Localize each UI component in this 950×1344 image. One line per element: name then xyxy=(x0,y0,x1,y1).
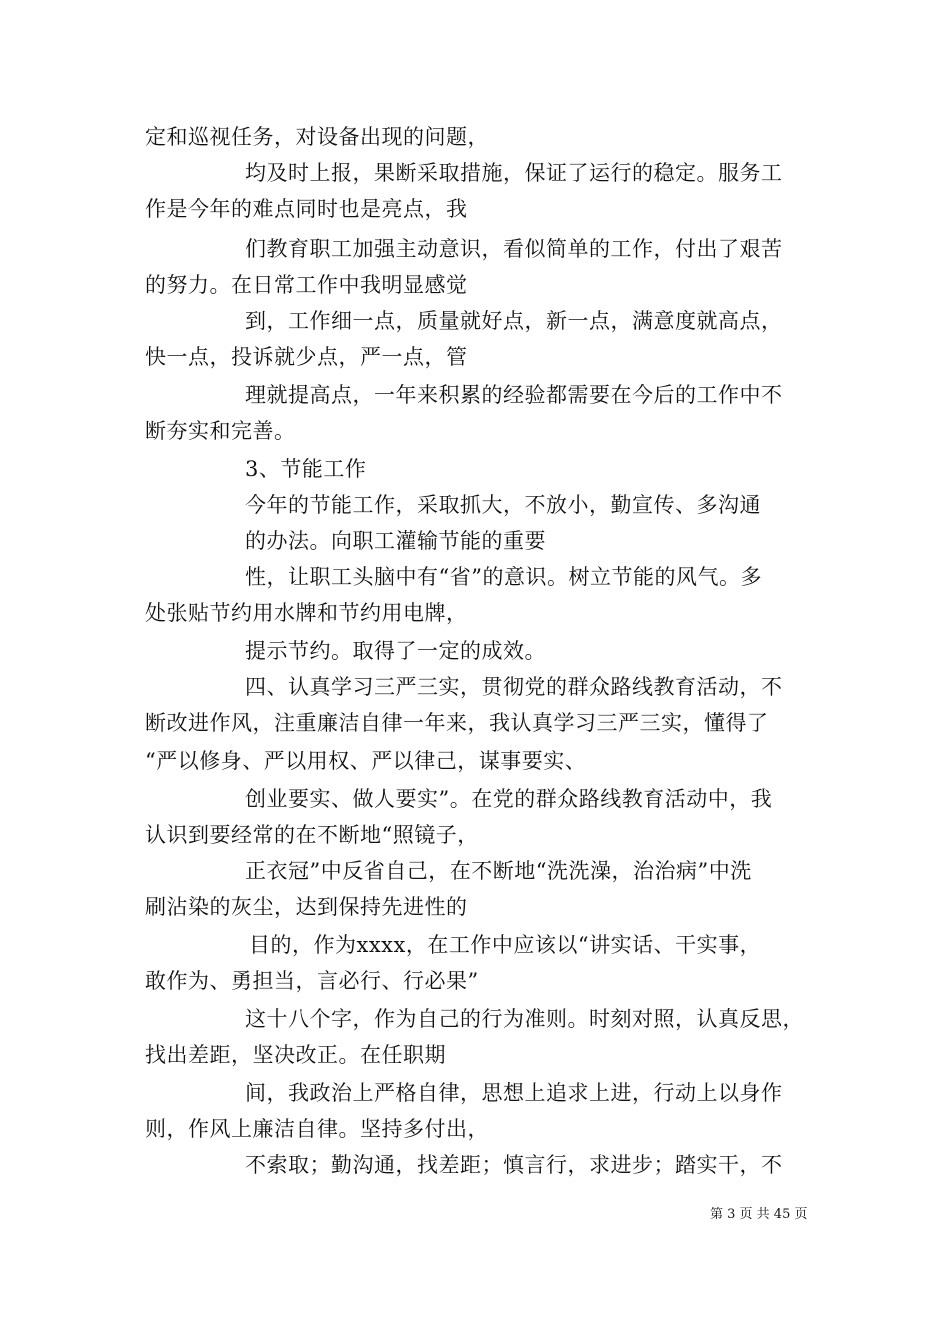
text-line: 们教育职工加强主动意识，看似简单的工作，付出了艰苦 xyxy=(245,237,783,261)
text-line: 认识到要经常的在不断地“照镜子， xyxy=(145,823,479,847)
text-line: 断夯实和完善。 xyxy=(145,419,296,443)
text-line: 快一点，投诉就少点，严一点，管 xyxy=(145,345,468,369)
text-line: 正衣冠”中反省自己，在不断地“洗洗澡，治治病”中洗 xyxy=(245,859,752,883)
text-line: 到，工作细一点，质量就好点，新一点，满意度就高点， xyxy=(245,309,783,333)
text-line: 定和巡视任务，对设备出现的问题， xyxy=(145,125,489,149)
text-line: 提示节约。取得了一定的成效。 xyxy=(245,639,546,663)
page-number: 第 3 页 共 45 页 xyxy=(710,1207,808,1222)
text-line: 敢作为、勇担当，言必行、行必果” xyxy=(145,969,479,993)
text-line: 今年的节能工作，采取抓大，不放小，勤宣传、多沟通 xyxy=(245,493,761,517)
text-line: 的办法。向职工灌输节能的重要 xyxy=(245,529,546,553)
text-line: 均及时上报，果断采取措施，保证了运行的稳定。服务工 xyxy=(245,161,783,185)
text-line: 间，我政治上严格自律，思想上追求上进，行动上以身作 xyxy=(245,1081,783,1105)
text-line: 断改进作风，注重廉洁自律一年来，我认真学习三严三实，懂得了 xyxy=(145,711,769,735)
text-line: “严以修身、严以用权、严以律己，谋事要实、 xyxy=(145,749,587,773)
text-line: 处张贴节约用水牌和节约用电牌， xyxy=(145,601,468,625)
text-line: 理就提高点，一年来积累的经验都需要在今后的工作中不 xyxy=(245,383,783,407)
text-line: 刷沾染的灰尘，达到保持先进性的 xyxy=(145,895,468,919)
text-line: 不索取；勤沟通，找差距；慎言行，求进步；踏实干，不 xyxy=(245,1153,783,1177)
text-line: 目的，作为xxxx，在工作中应该以“讲实话、干实事， xyxy=(249,933,762,957)
text-line: 创业要实、做人要实”。在党的群众路线教育活动中，我 xyxy=(245,787,773,811)
text-line: 这十八个字，作为自己的行为准则。时刻对照，认真反思， xyxy=(245,1007,804,1031)
text-line: 找出差距，坚决改正。在任职期 xyxy=(145,1043,446,1067)
section-heading: 3、节能工作 xyxy=(245,457,367,481)
text-line: 性，让职工头脑中有“省”的意识。树立节能的风气。多 xyxy=(245,565,762,589)
text-line: 作是今年的难点同时也是亮点，我 xyxy=(145,197,468,221)
section-heading: 四、认真学习三严三实，贯彻党的群众路线教育活动，不 xyxy=(245,675,783,699)
text-line: 则，作风上廉洁自律。坚持多付出， xyxy=(145,1117,489,1141)
text-line: 的努力。在日常工作中我明显感觉 xyxy=(145,273,468,297)
